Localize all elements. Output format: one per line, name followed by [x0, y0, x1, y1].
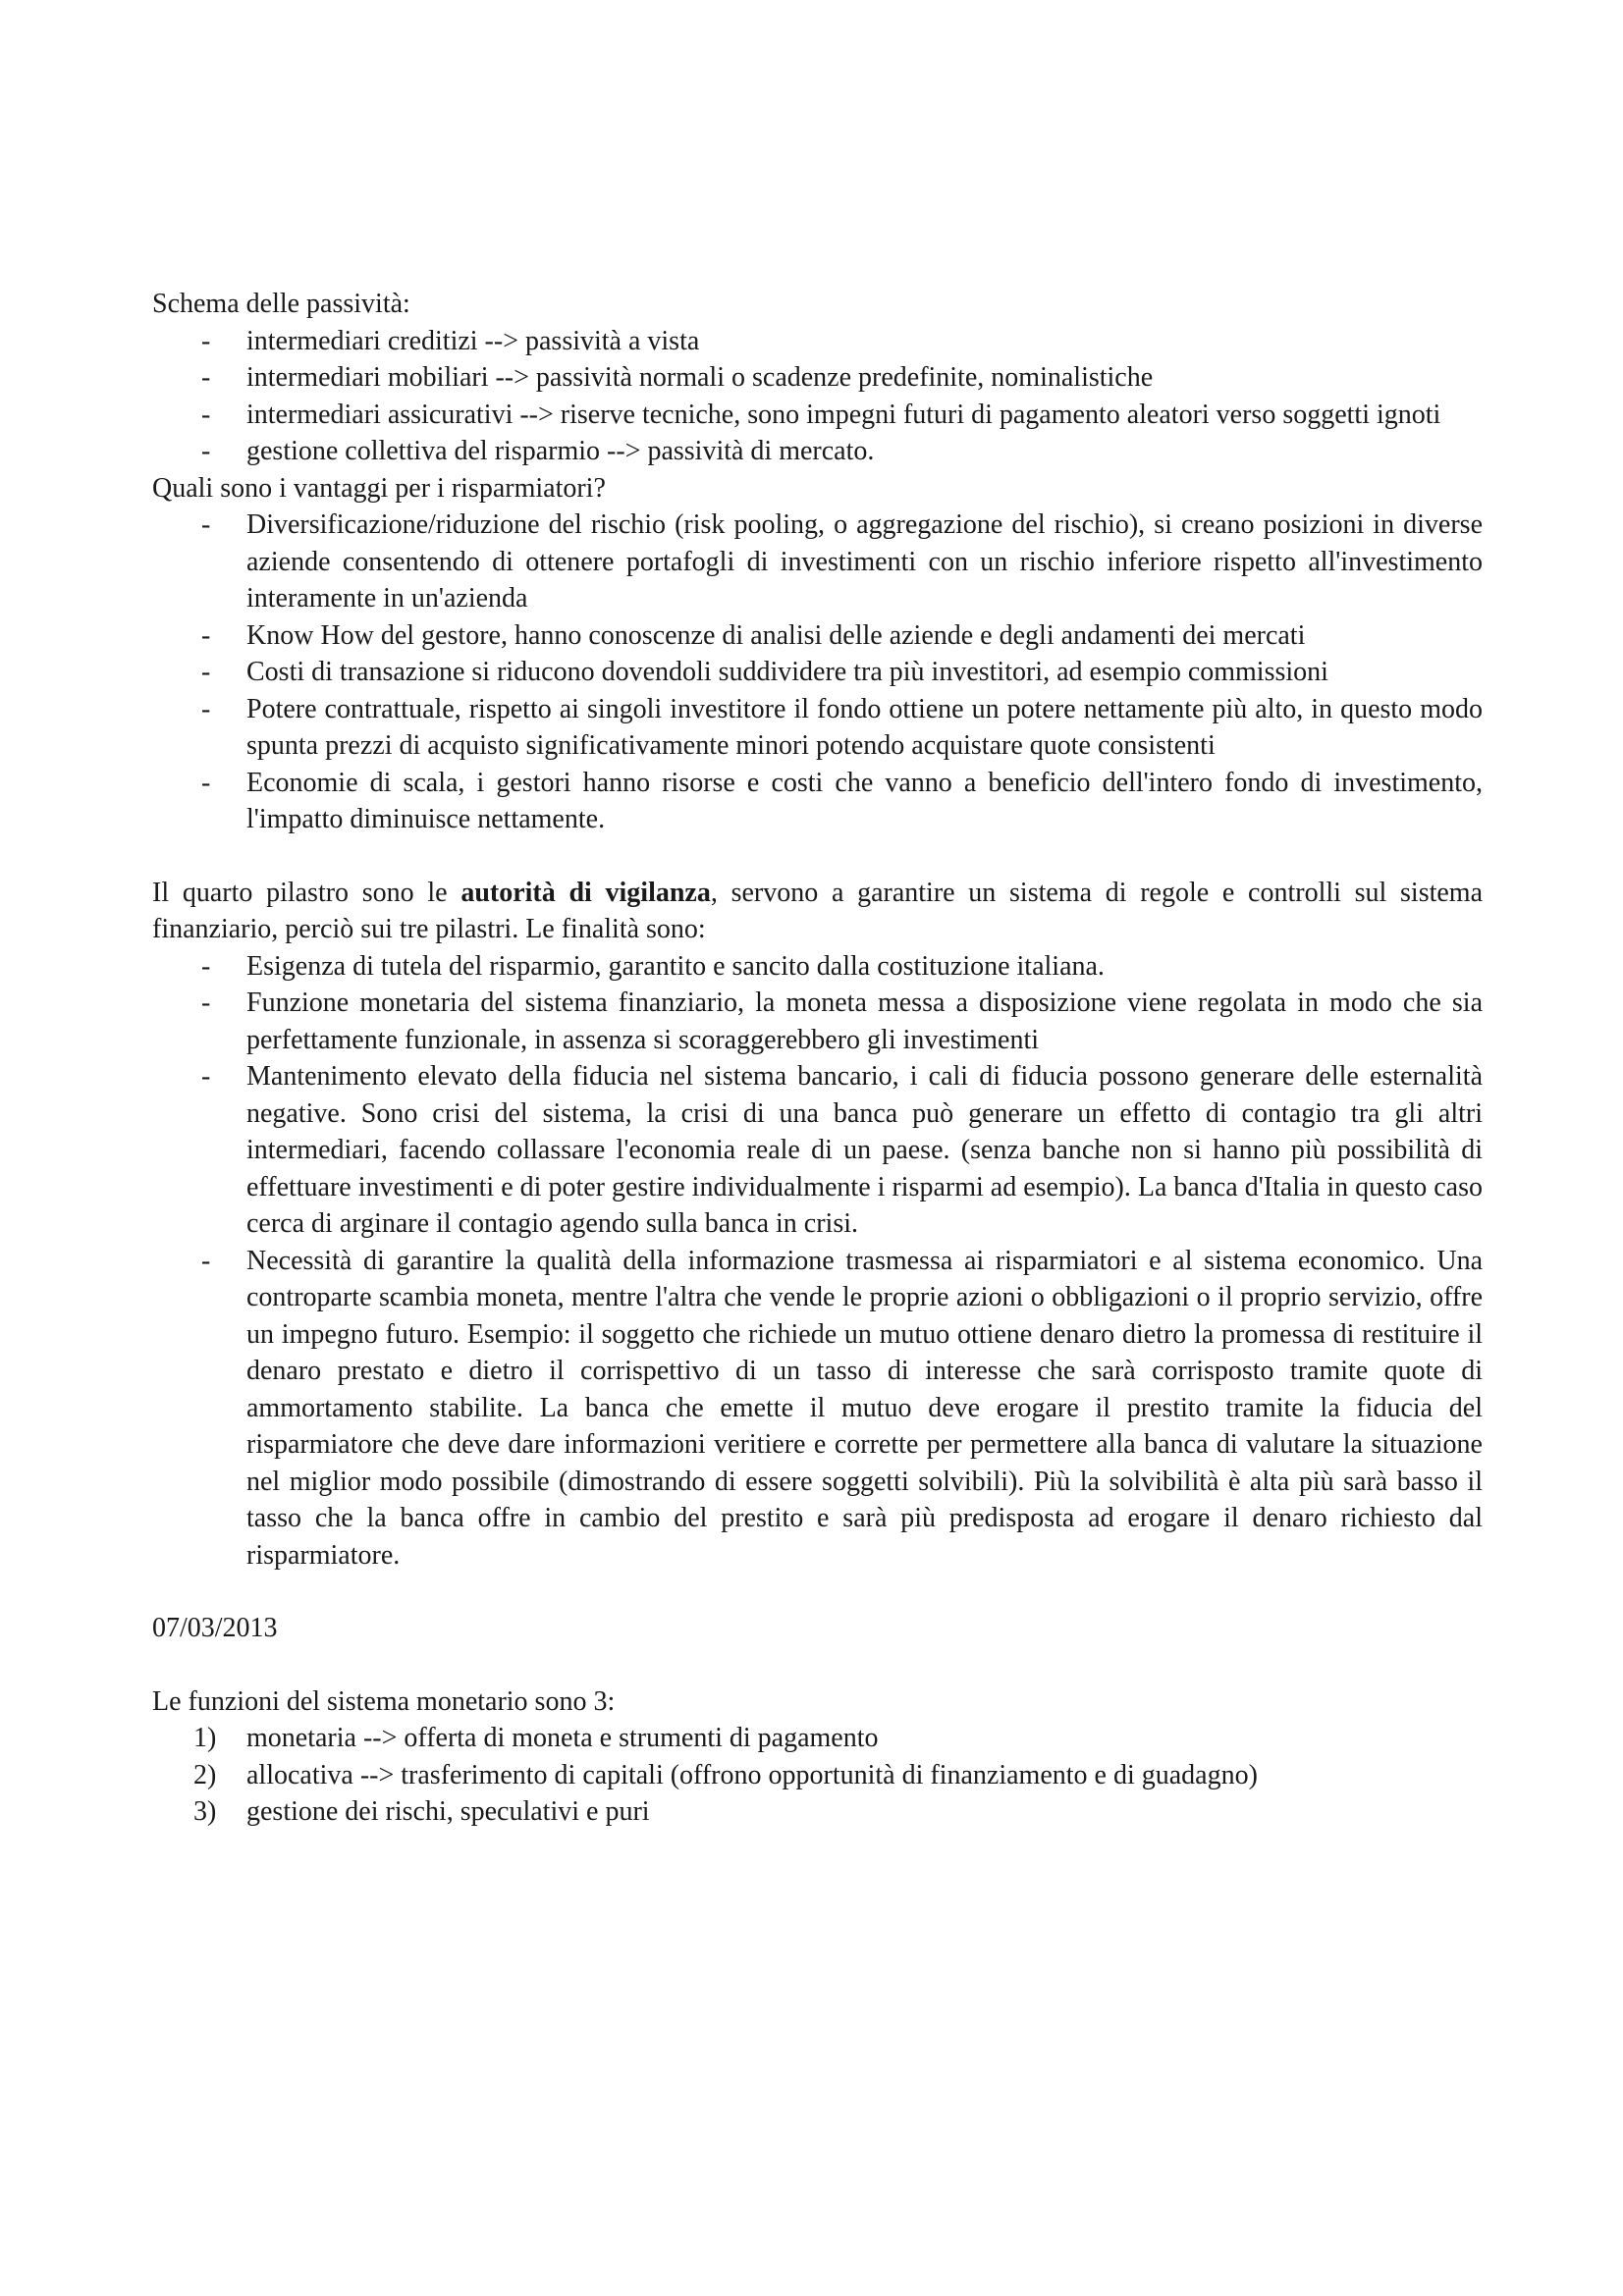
list-item-text: gestione dei rischi, speculativi e puri — [246, 1796, 650, 1827]
intro-bold-term: autorità di vigilanza — [460, 877, 711, 908]
list-item-text: intermediari mobiliari --> passività normali o scadenze predefinite, nominalistiche — [246, 362, 1154, 393]
list-item — [152, 507, 1483, 617]
list-item-text: intermediari creditizi --> passività a vista — [246, 325, 700, 356]
list-item — [152, 359, 1483, 397]
list-item — [152, 397, 1483, 434]
dash-marker: - — [201, 399, 211, 430]
number-marker: 2) — [193, 1759, 217, 1790]
paragraph-intro — [152, 875, 1483, 948]
list-item — [152, 1243, 1483, 1575]
dash-marker: - — [201, 1245, 211, 1276]
list-item-text: gestione collettiva del risparmio --> passività di mercato. — [246, 436, 875, 466]
list-item — [152, 617, 1483, 655]
list-item-text: Necessità di garantire la qualità della informazione trasmessa ai risparmiatori e al sistema economico. Una controparte scambia moneta, mentre l'altra che vende le proprie azioni o obbligazioni o il proprio servizio, offre un impegno futuro. Esempio: il soggetto che richiede un mutuo ottiene denaro dietro la promessa di restituire il denaro prestato e dietro il corrispettivo di un tasso di interesse che sarà corrisposto tramite quote di ammortamento stabilite. La banca che emette il mutuo deve erogare il prestito tramite la fiducia del risparmiatore che deve dare informazioni veritiere e corrette per permettere alla banca di valutare la situazione nel miglior modo possibile (dimostrando di essere soggetti solvibili). Più la solvibilità è alta più sarà basso il tasso che la banca offre in cambio del prestito e sarà più predisposta ad erogare il denaro richiesto dal risparmiatore. — [246, 1245, 1483, 1571]
dash-marker: - — [201, 767, 211, 798]
list-item-text: Economie di scala, i gestori hanno risorse e costi che vanno a beneficio dell'intero fondo di investimento, l'impatto diminuisce nettamente. — [246, 767, 1483, 834]
number-marker: 3) — [193, 1796, 217, 1827]
list-item — [152, 1757, 1483, 1794]
bullet-list — [152, 507, 1483, 838]
numbered-list — [152, 1720, 1483, 1831]
list-item — [152, 765, 1483, 838]
section-heading: Le funzioni del sistema monetario sono 3: — [152, 1685, 616, 1717]
intro-text-continued: , servono a garantire un sistema di regole e controlli sul sistema finanziario, perciò sui tre pilastri. Le finalità sono: — [152, 877, 1484, 944]
dash-marker: - — [201, 325, 211, 356]
list-item-text: Funzione monetaria del sistema finanziario, la moneta messa a disposizione viene regolata in modo che sia perfettamente funzionale, in assenza si scoraggerebbero gli investimenti — [246, 988, 1483, 1055]
date-line: 07/03/2013 — [152, 1613, 278, 1643]
dash-marker: - — [201, 657, 211, 687]
list-item — [152, 1720, 1483, 1757]
list-item — [152, 1793, 1483, 1831]
dash-marker: - — [201, 950, 211, 982]
list-item-text: Potere contrattuale, rispetto ai singoli investitore il fondo ottiene un potere nettamente più alto, in questo modo spunta prezzi di acquisto significativamente minori potendo acquistare quote consistenti — [246, 693, 1483, 761]
list-item — [152, 433, 1483, 470]
list-item — [152, 654, 1483, 691]
dash-marker: - — [201, 693, 211, 724]
dash-marker: - — [201, 1061, 211, 1092]
list-item — [152, 323, 1483, 360]
section-heading: Schema delle passività: — [152, 289, 410, 319]
list-item-text: Know How del gestore, hanno conoscenze di analisi delle aziende e degli andamenti dei mercati — [246, 619, 1306, 651]
bullet-list — [152, 948, 1483, 1575]
list-item — [152, 691, 1483, 765]
intro-text: Il quarto pilastro sono le — [152, 877, 461, 908]
list-item-text: Costi di transazione si riducono dovendoli suddividere tra più investitori, ad esempio commissioni — [246, 657, 1328, 687]
section-heading: Quali sono i vantaggi per i risparmiatori? — [152, 472, 606, 504]
list-item-text: allocativa --> trasferimento di capitali (offrono opportunità di finanziamento e di guadagno) — [246, 1759, 1258, 1790]
dash-marker: - — [201, 362, 211, 393]
document-page — [152, 286, 1483, 1831]
list-item-text: intermediari assicurativi --> riserve tecniche, sono impegni futuri di pagamento aleatori verso soggetti ignoti — [246, 399, 1441, 430]
list-item-text: Esigenza di tutela del risparmio, garantito e sancito dalla costituzione italiana. — [246, 950, 1105, 982]
list-item — [152, 985, 1483, 1058]
dash-marker: - — [201, 988, 211, 1018]
dash-marker: - — [201, 436, 211, 466]
bullet-list — [152, 323, 1483, 470]
list-item — [152, 1058, 1483, 1243]
dash-marker: - — [201, 619, 211, 651]
list-item-text: monetaria --> offerta di moneta e strumenti di pagamento — [246, 1723, 879, 1753]
list-item-text: Mantenimento elevato della fiducia nel sistema bancario, i cali di fiducia possono generare delle esternalità negative. Sono crisi del sistema, la crisi di una banca può generare un effetto di contagio tra gli altri intermediari, facendo collassare l'economia reale di un paese. (senza banche non si hanno più possibilità di effettuare investimenti e di poter gestire individualmente i risparmi ad esempio). La banca d'Italia in questo caso cerca di arginare il contagio agendo sulla banca in crisi. — [246, 1061, 1483, 1239]
number-marker: 1) — [193, 1723, 217, 1753]
dash-marker: - — [201, 509, 211, 540]
list-item-text: Diversificazione/riduzione del rischio (risk pooling, o aggregazione del rischio), si creano posizioni in diverse aziende consentendo di ottenere portafogli di investimenti con un rischio inferiore rispetto all'investimento interamente in un'azienda — [246, 509, 1483, 614]
list-item — [152, 948, 1483, 986]
